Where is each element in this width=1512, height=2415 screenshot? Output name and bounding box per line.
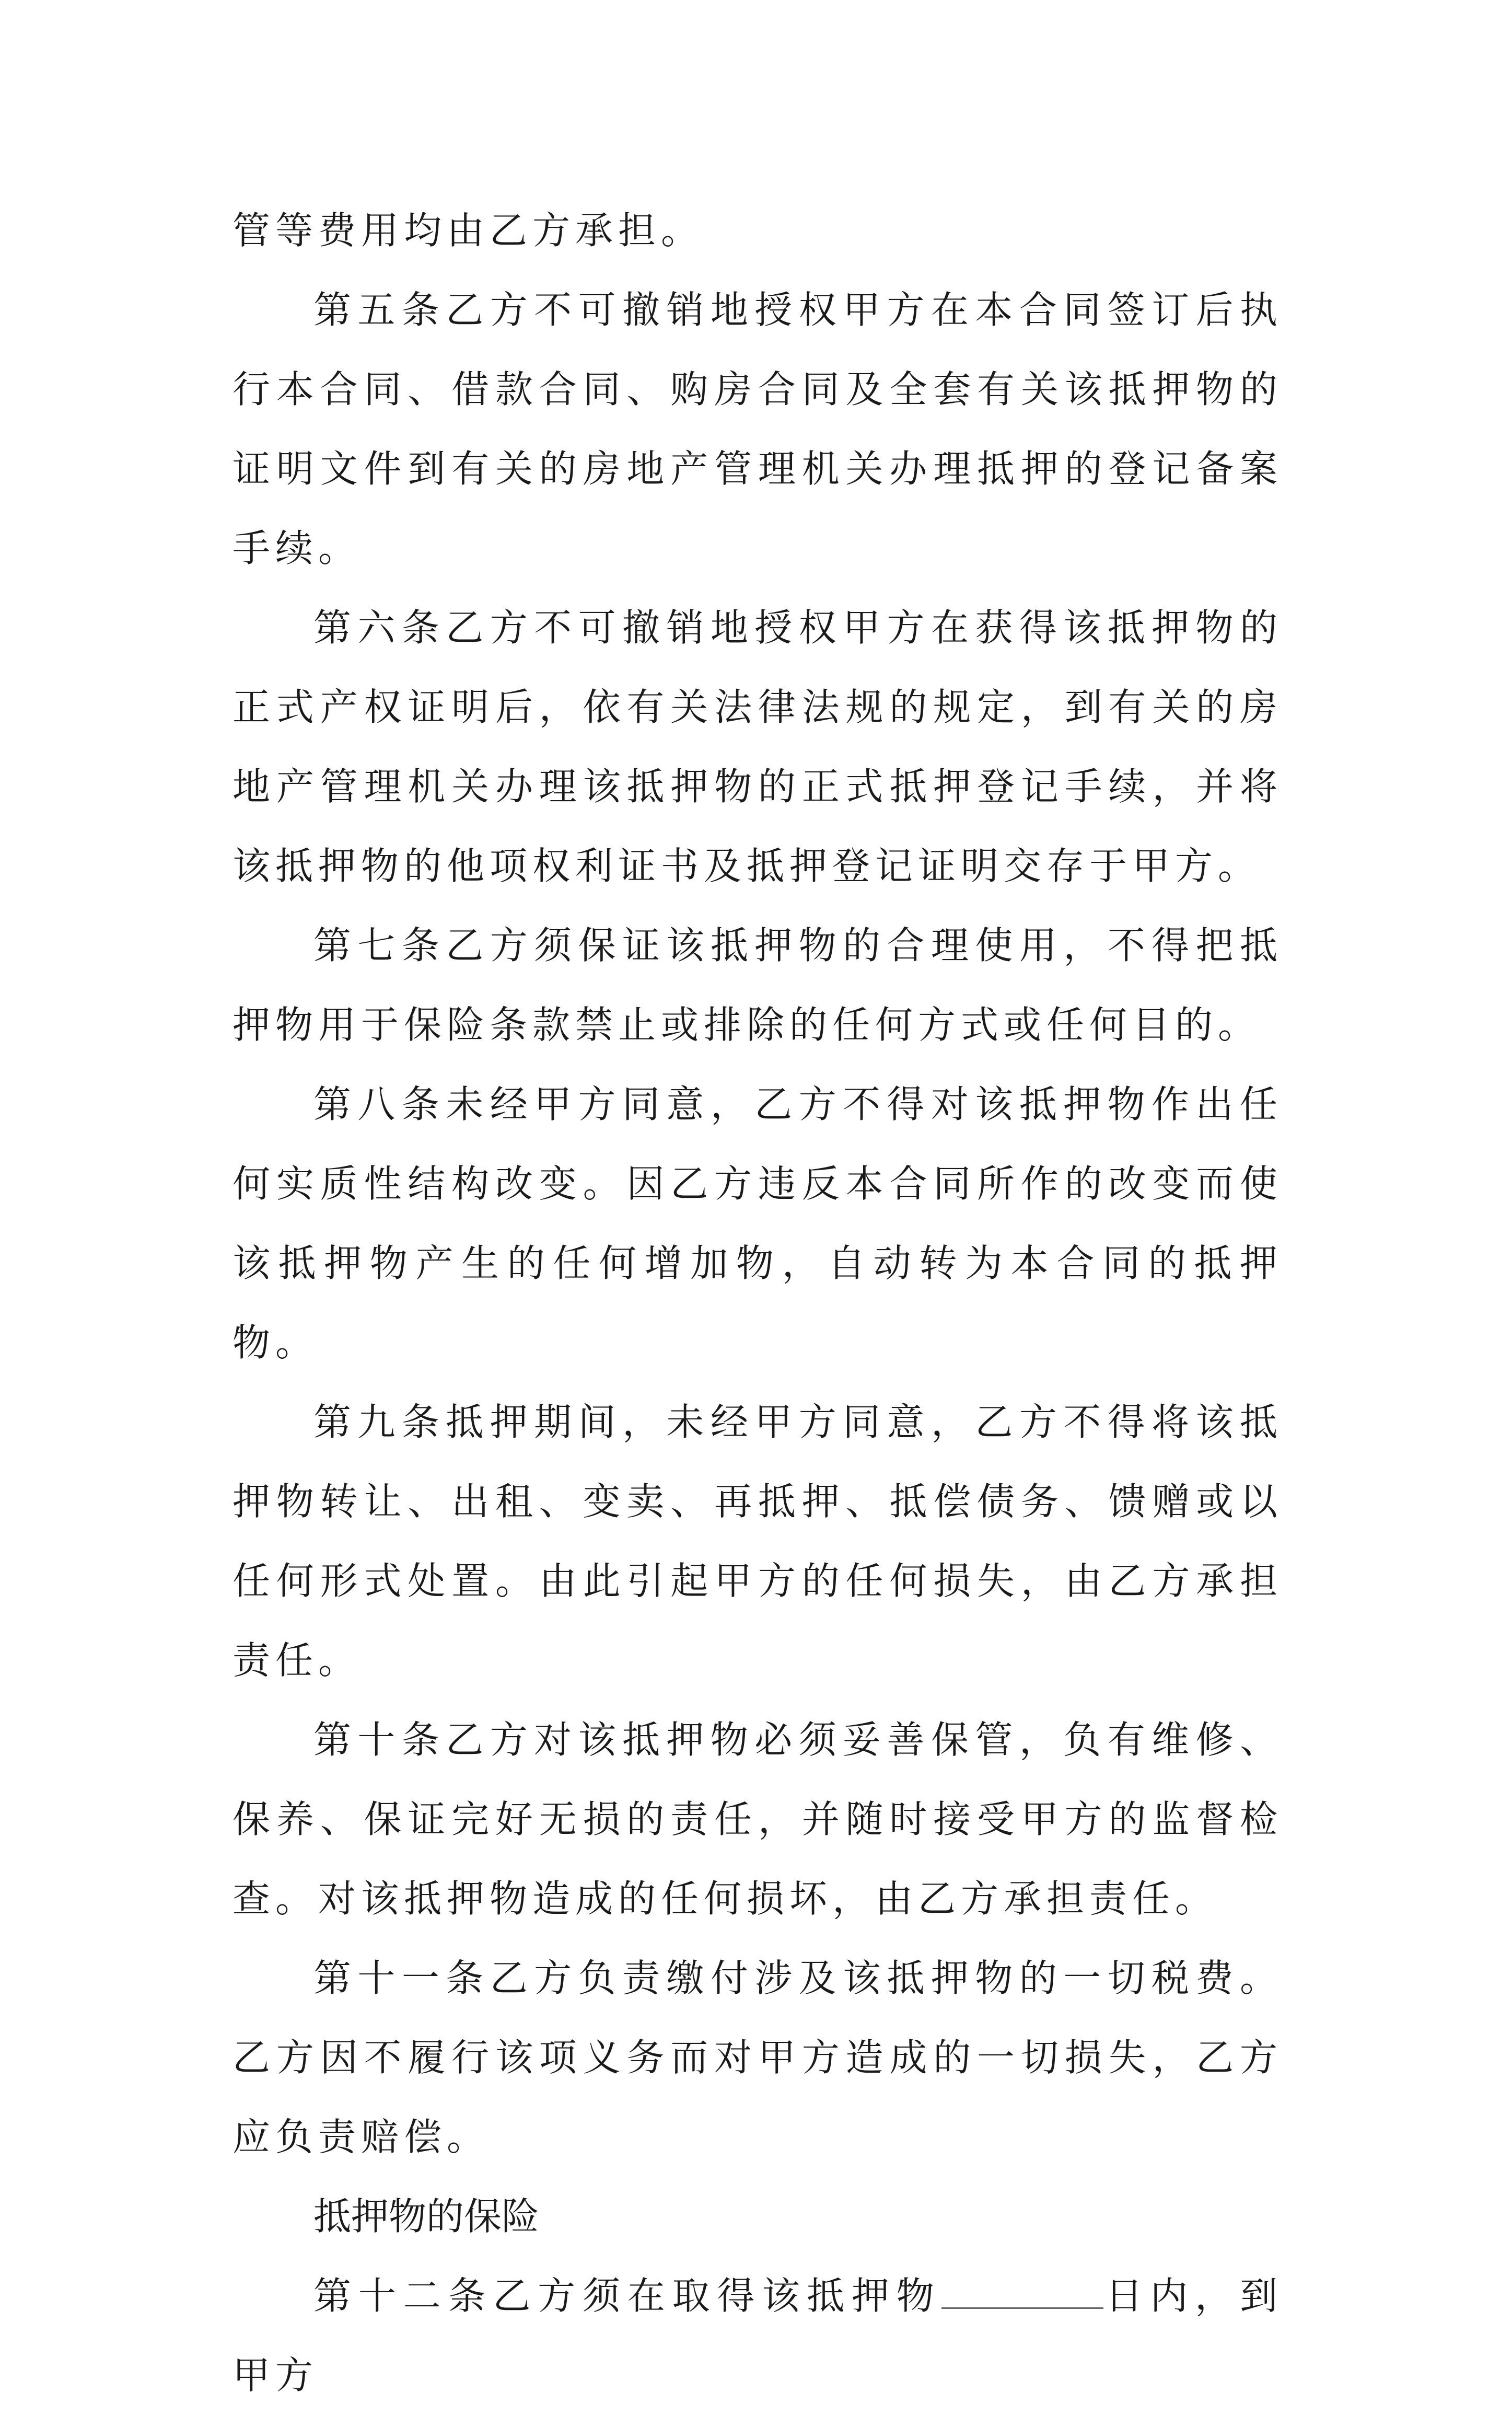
- paragraph-article-5: 第五条乙方不可撤销地授权甲方在本合同签订后执行本合同、借款合同、购房合同及全套有关该抵押物的证明文件到有关的房地产管理机关办理抵押的登记备案手续。: [232, 288, 1283, 570]
- paragraph-article-9: 第九条抵押期间，未经甲方同意，乙方不得将该抵押物转让、出租、变卖、再抵押、抵偿债务、馈赠或以任何形式处置。由此引起甲方的任何损失，由乙方承担责任。: [232, 1400, 1283, 1682]
- article-12-text-start: 第十二条乙方须在取得该抵押物: [313, 2274, 941, 2318]
- document-body: [232, 191, 1283, 2415]
- paragraph-article-10: 第十条乙方对该抵押物必须妥善保管，负有维修、保养、保证完好无损的责任，并随时接受甲方的监督检查。对该抵押物造成的任何损坏，由乙方承担责任。: [232, 1718, 1283, 1921]
- paragraph-article-12: [232, 2256, 1283, 2415]
- paragraph-article-8: 第八条未经甲方同意，乙方不得对该抵押物作出任何实质性结构改变。因乙方违反本合同所作的改变而使该抵押物产生的任何增加物，自动转为本合同的抵押物。: [232, 1082, 1283, 1365]
- paragraph-article-7: 第七条乙方须保证该抵押物的合理使用，不得把抵押物用于保险条款禁止或排除的任何方式或任何目的。: [232, 923, 1283, 1047]
- section-heading-insurance: 抵押物的保险: [313, 2194, 540, 2238]
- paragraph-article-6: 第六条乙方不可撤销地授权甲方在获得该抵押物的正式产权证明后，依有关法律法规的规定，到有关的房地产管理机关办理该抵押物的正式抵押登记手续，并将该抵押物的他项权利证书及抵押登记证明交存于甲方。: [232, 606, 1283, 888]
- fill-in-blank-days: [941, 2276, 1103, 2309]
- paragraph-fee-continuation: 管等费用均由乙方承担。: [232, 209, 704, 252]
- article-12-text-end: 日内，到甲方: [232, 2274, 1283, 2397]
- paragraph-article-11: 第十一条乙方负责缴付涉及该抵押物的一切税费。乙方因不履行该项义务而对甲方造成的一切损失，乙方应负责赔偿。: [232, 1956, 1283, 2159]
